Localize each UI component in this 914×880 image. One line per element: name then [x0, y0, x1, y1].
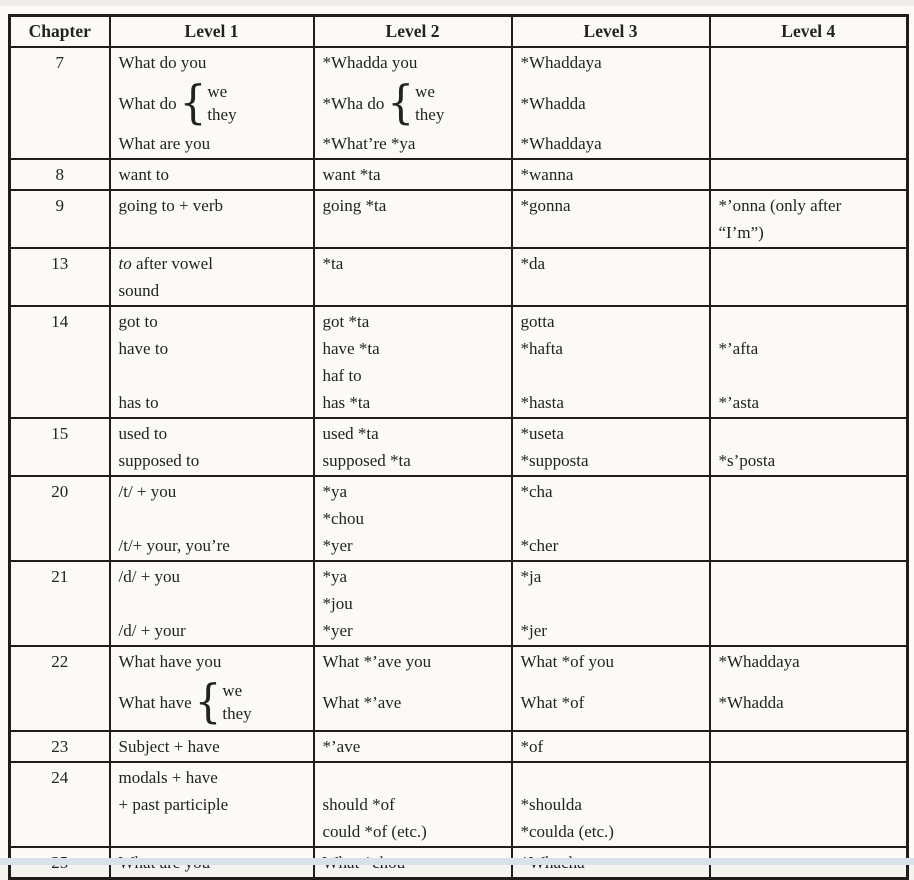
cell-line	[119, 362, 309, 389]
cell-line: *Whadda	[520, 93, 586, 113]
level-cell	[512, 190, 710, 248]
level-cell	[110, 731, 314, 762]
table-row	[10, 476, 908, 561]
level-cell	[314, 418, 512, 476]
cell-line: used to	[118, 424, 168, 443]
chapter-cell	[10, 561, 110, 646]
cell-line: *’afta	[718, 339, 759, 358]
table-body	[10, 47, 908, 879]
italic-text: to	[118, 254, 132, 273]
brace-option: we	[222, 681, 243, 700]
cell-line: What *’ave you	[322, 652, 432, 671]
cell-line: *yer	[322, 536, 353, 555]
chapter-number: 20	[51, 482, 69, 501]
col-header-level1: Level 1	[110, 16, 314, 48]
cell-line: *Whaddaya	[718, 652, 800, 671]
level-cell	[314, 476, 512, 561]
level-cell	[512, 646, 710, 731]
chapter-cell	[10, 731, 110, 762]
plain-text: after vowel	[131, 254, 213, 273]
chapter-cell	[10, 190, 110, 248]
level-cell	[512, 159, 710, 190]
level-cell	[710, 418, 908, 476]
chapter-number: 15	[51, 424, 69, 443]
page-top-edge	[0, 0, 914, 6]
level-cell	[314, 47, 512, 159]
cell-line: What are you	[118, 134, 211, 153]
brace-options	[415, 80, 444, 126]
level-cell	[314, 731, 512, 762]
table-row	[10, 248, 908, 306]
cell-line: *s’posta	[718, 451, 776, 470]
cell-line: Subject + have	[118, 737, 220, 756]
table-header	[10, 16, 908, 48]
cell-line	[521, 764, 705, 791]
cell-line	[323, 764, 507, 791]
brace-group	[118, 76, 237, 129]
cell-line	[323, 76, 507, 130]
cell-line: gotta	[520, 312, 555, 331]
level-cell	[110, 561, 314, 646]
cell-line: *Whaddaya	[520, 53, 602, 72]
cell-line: sound	[118, 281, 160, 300]
brace-option: we	[207, 82, 228, 101]
chapter-number: 24	[51, 768, 69, 787]
cell-line: got *ta	[322, 312, 370, 331]
chapter-cell	[10, 306, 110, 418]
left-brace-glyph: {	[387, 76, 415, 129]
cell-line: *ja	[520, 567, 542, 586]
cell-line: *hasta	[520, 393, 564, 412]
cell-line: *of	[520, 737, 544, 756]
cell-line: *What’re *ya	[322, 134, 416, 153]
level-cell	[710, 762, 908, 847]
cell-line: *jer	[520, 621, 547, 640]
cell-line	[119, 590, 309, 617]
level-cell	[710, 646, 908, 731]
cell-line: got to	[118, 312, 158, 331]
chapter-number: 13	[51, 254, 69, 273]
cell-line: *ya	[322, 482, 348, 501]
cell-line: *ta	[322, 254, 344, 273]
level-cell	[512, 418, 710, 476]
level-cell	[512, 306, 710, 418]
cell-line: /t/ + you	[118, 482, 177, 501]
cell-line: supposed *ta	[322, 451, 411, 470]
cell-line: *wanna	[520, 165, 574, 184]
col-header-level3: Level 3	[512, 16, 710, 48]
col-header-chapter: Chapter	[10, 16, 110, 48]
brace-options	[222, 679, 251, 725]
cell-line: have to	[118, 339, 169, 358]
table-row	[10, 561, 908, 646]
level-cell	[110, 248, 314, 306]
cell-line: *yer	[322, 621, 353, 640]
cell-line	[719, 420, 903, 447]
cell-line: *gonna	[520, 196, 571, 215]
chapter-number: 23	[51, 737, 69, 756]
cell-line: could *of (etc.)	[322, 822, 427, 841]
chapter-number: 14	[51, 312, 69, 331]
cell-line	[119, 675, 309, 729]
cell-line: *Whadda you	[322, 53, 418, 72]
brace-pre-text: What do	[118, 93, 177, 113]
cell-line: What *of	[520, 692, 585, 712]
cell-line: modals + have	[118, 768, 218, 787]
level-cell	[314, 561, 512, 646]
level-cell	[110, 306, 314, 418]
brace-options	[207, 80, 236, 126]
cell-line	[521, 590, 705, 617]
chapter-cell	[10, 418, 110, 476]
chapter-number: 9	[55, 196, 64, 215]
level-cell	[314, 159, 512, 190]
cell-line: *useta	[520, 424, 564, 443]
cell-line: *ya	[322, 567, 348, 586]
cell-line: want to	[118, 165, 170, 184]
cell-line: What *of you	[520, 652, 614, 671]
level-cell	[710, 476, 908, 561]
cell-line: has *ta	[322, 393, 371, 412]
level-cell	[512, 248, 710, 306]
col-header-level2: Level 2	[314, 16, 512, 48]
cell-line	[521, 505, 705, 532]
cell-line: *Whadda	[718, 692, 784, 712]
level-cell	[110, 418, 314, 476]
table-row	[10, 762, 908, 847]
level-cell	[110, 159, 314, 190]
brace-option: they	[415, 105, 445, 124]
level-cell	[314, 306, 512, 418]
left-brace-glyph: {	[194, 675, 222, 728]
cell-line	[521, 362, 705, 389]
brace-group	[118, 675, 252, 728]
table-row	[10, 190, 908, 248]
chapter-number: 8	[55, 165, 64, 184]
brace-group	[322, 76, 445, 129]
brace-pre-text: What have	[118, 692, 192, 712]
cell-line	[719, 362, 903, 389]
level-cell	[512, 476, 710, 561]
table-row	[10, 47, 908, 159]
level-cell	[710, 47, 908, 159]
cell-line	[119, 818, 309, 845]
cell-line	[119, 505, 309, 532]
cell-line: What *’ave	[322, 692, 402, 712]
chapter-cell	[10, 762, 110, 847]
cell-line: *’ave	[322, 737, 361, 756]
cell-line	[119, 76, 309, 130]
cell-line: should *of	[322, 795, 395, 814]
level-cell	[110, 47, 314, 159]
level-cell	[710, 731, 908, 762]
cell-line	[119, 250, 309, 277]
cell-line: supposed to	[118, 451, 200, 470]
page-bottom-edge	[0, 858, 914, 865]
cell-line: *supposta	[520, 451, 589, 470]
chapter-number: 7	[55, 53, 64, 72]
brace-option: we	[415, 82, 435, 101]
level-cell	[314, 190, 512, 248]
table-row	[10, 159, 908, 190]
cell-line: *cha	[520, 482, 553, 501]
cell-line: *da	[520, 254, 546, 273]
brace-option: they	[207, 105, 237, 124]
table-row	[10, 418, 908, 476]
brace-pre-text: *Wha do	[322, 93, 385, 113]
chapter-cell	[10, 476, 110, 561]
cell-line: *coulda (etc.)	[520, 822, 614, 841]
cell-line	[719, 308, 903, 335]
cell-line: *jou	[322, 594, 353, 613]
brace-option: they	[222, 704, 252, 723]
level-cell	[314, 248, 512, 306]
level-cell	[314, 646, 512, 731]
chapter-cell	[10, 47, 110, 159]
level-cell	[314, 762, 512, 847]
cell-line: What have you	[118, 652, 222, 671]
level-cell	[110, 476, 314, 561]
cell-line: *’onna (only after	[718, 196, 842, 215]
level-cell	[710, 306, 908, 418]
cell-line: /t/+ your, you’re	[118, 536, 230, 555]
cell-line: *cher	[520, 536, 559, 555]
level-cell	[512, 731, 710, 762]
cell-line: “I’m”)	[718, 223, 764, 242]
chapter-cell	[10, 159, 110, 190]
level-cell	[710, 561, 908, 646]
cell-line: going to + verb	[118, 196, 223, 215]
level-cell	[710, 248, 908, 306]
level-cell	[512, 47, 710, 159]
cell-line: haf to	[322, 366, 362, 385]
level-cell	[110, 190, 314, 248]
reduction-forms-table	[8, 14, 909, 880]
level-cell	[512, 762, 710, 847]
level-cell	[512, 561, 710, 646]
header-row	[10, 16, 908, 48]
col-header-level4: Level 4	[710, 16, 908, 48]
table-row	[10, 306, 908, 418]
cell-line: going *ta	[322, 196, 387, 215]
cell-line: *hafta	[520, 339, 563, 358]
cell-line: have *ta	[322, 339, 380, 358]
table-row	[10, 731, 908, 762]
cell-line: want *ta	[322, 165, 381, 184]
cell-line: *’asta	[718, 393, 760, 412]
cell-line: /d/ + your	[118, 621, 186, 640]
chapter-number: 22	[51, 652, 69, 671]
cell-line: *shoulda	[520, 795, 582, 814]
level-cell	[110, 762, 314, 847]
level-cell	[710, 190, 908, 248]
table-row	[10, 646, 908, 731]
cell-line: *Whaddaya	[520, 134, 602, 153]
chapter-number: 21	[51, 567, 69, 586]
level-cell	[110, 646, 314, 731]
level-cell	[710, 159, 908, 190]
left-brace-glyph: {	[179, 76, 207, 129]
cell-line: /d/ + you	[118, 567, 181, 586]
chapter-cell	[10, 248, 110, 306]
chapter-cell	[10, 646, 110, 731]
cell-line: What do you	[118, 53, 207, 72]
cell-line: + past participle	[118, 795, 229, 814]
cell-line: used *ta	[322, 424, 379, 443]
cell-line: *chou	[322, 509, 365, 528]
cell-line: has to	[118, 393, 159, 412]
